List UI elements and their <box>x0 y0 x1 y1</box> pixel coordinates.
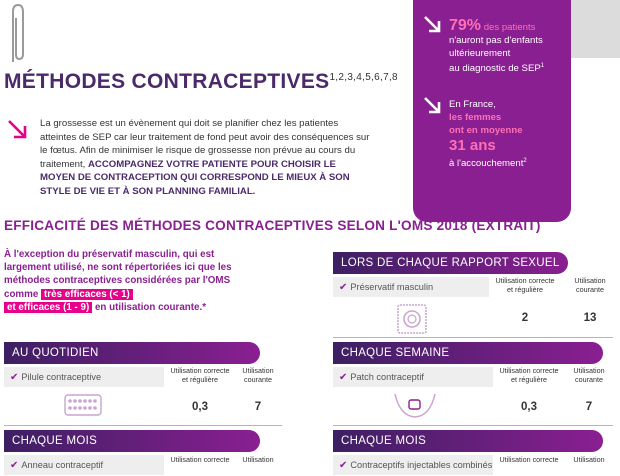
value-correct: 2 <box>521 312 529 324</box>
col-head-current: Utilisation courante <box>574 276 606 294</box>
efficacy-heading: EFFICACITÉ DES MÉTHODES CONTRACEPTIVES SELON L'OMS 2018 (EXTRAIT) <box>4 218 541 233</box>
col-head-correct: Utilisation correcte <box>499 455 559 464</box>
check-icon: ✔ <box>339 282 348 293</box>
white-arrow-icon <box>422 95 444 117</box>
pill-pack-icon <box>64 394 102 416</box>
value-correct: 0,3 <box>521 401 537 413</box>
condom-icon <box>395 303 429 335</box>
col-head-correct: Utilisation correcte et régulière <box>499 366 559 384</box>
highlight-very-effective: très efficaces (< 1) <box>41 289 133 300</box>
divider <box>333 337 613 338</box>
title-references: 1,2,3,4,5,6,7,8 <box>329 72 398 83</box>
section-bar-rapport: LORS DE CHAQUE RAPPORT SEXUEL <box>333 252 568 274</box>
section-bar-semaine: CHAQUE SEMAINE <box>333 342 603 364</box>
col-head-current: Utilisation <box>573 455 605 464</box>
divider <box>333 425 613 426</box>
value-correct: 0,3 <box>192 401 208 413</box>
check-icon: ✔ <box>10 372 19 383</box>
method-row-injectable: ✔ Contraceptifs injectables combinés <box>333 455 493 475</box>
method-row-patch: ✔ Patch contraceptif <box>333 367 493 387</box>
section-bar-mois-left: CHAQUE MOIS <box>4 430 260 452</box>
value-current: 7 <box>585 401 593 413</box>
paperclip-icon <box>6 2 28 64</box>
patch-icon <box>392 392 438 420</box>
col-head-correct: Utilisation correcte et régulière <box>495 276 555 294</box>
section-bar-mois-right: CHAQUE MOIS <box>333 430 603 452</box>
method-row-ring: ✔ Anneau contraceptif <box>4 455 164 475</box>
intro-paragraph: La grossesse est un évènement qui doit se planifier chez les patientes atteintes de SEP car leur traitement de fond peut avoir des conséquences sur le fœtus. Afin de minimiser le risque de grossesse non prévue au cours du traitement, ACCOMPAGNEZ VOTRE PATIENTE POUR CHOISIR LE MOYEN DE CONTRACEPTION QUI CORRESPOND LE MIEUX À SON STYLE DE VIE ET À SON PLANNING FAMILIAL. <box>40 118 370 197</box>
stat-patients: 79% des patients n'auront pas d'enfants ultérieurement au diagnostic de SEP$^1$ <box>449 17 545 75</box>
pink-arrow-icon <box>6 118 30 142</box>
section-bar-quotidien: AU QUOTIDIEN <box>4 342 260 364</box>
highlight-effective: et efficaces (1 - 9) <box>4 302 92 313</box>
check-icon: ✔ <box>339 460 348 471</box>
method-row-pill: ✔ Pilule contraceptive <box>4 367 164 387</box>
col-head-current: Utilisation courante <box>242 366 274 384</box>
col-head-current: Utilisation <box>242 455 274 464</box>
value-current: 7 <box>254 401 262 413</box>
page-title: MÉTHODES CONTRACEPTIVES$^{1,2,3,4,5,6,7,8}$ <box>4 70 398 93</box>
check-icon: ✔ <box>339 372 348 383</box>
col-head-correct: Utilisation correcte <box>170 455 230 464</box>
intro-emphasis: ACCOMPAGNEZ VOTRE PATIENTE POUR CHOISIR LE MOYEN DE CONTRACEPTION QUI CORRESPOND LE MIEUX À SON STYLE DE VIE ET À SON PLANNING FAMILIAL. <box>40 158 350 197</box>
check-icon: ✔ <box>10 460 19 471</box>
white-arrow-icon <box>422 14 444 36</box>
method-row-condom: ✔ Préservatif masculin <box>333 277 489 297</box>
efficacy-paragraph: À l'exception du préservatif masculin, qui est largement utilisé, ne sont répertoriées ici que les méthodes contraceptives considérées par l'OMS comme très efficaces (< 1) et efficaces (1 - 9) en utilisation courante.* <box>4 249 232 313</box>
value-current: 13 <box>583 312 597 324</box>
divider <box>4 425 282 426</box>
stat-france: En France, les femmes ont en moyenne 31 ans à l'accouchement$^2$ <box>449 99 527 170</box>
col-head-current: Utilisation courante <box>573 366 605 384</box>
col-head-correct: Utilisation correcte et régulière <box>170 366 230 384</box>
